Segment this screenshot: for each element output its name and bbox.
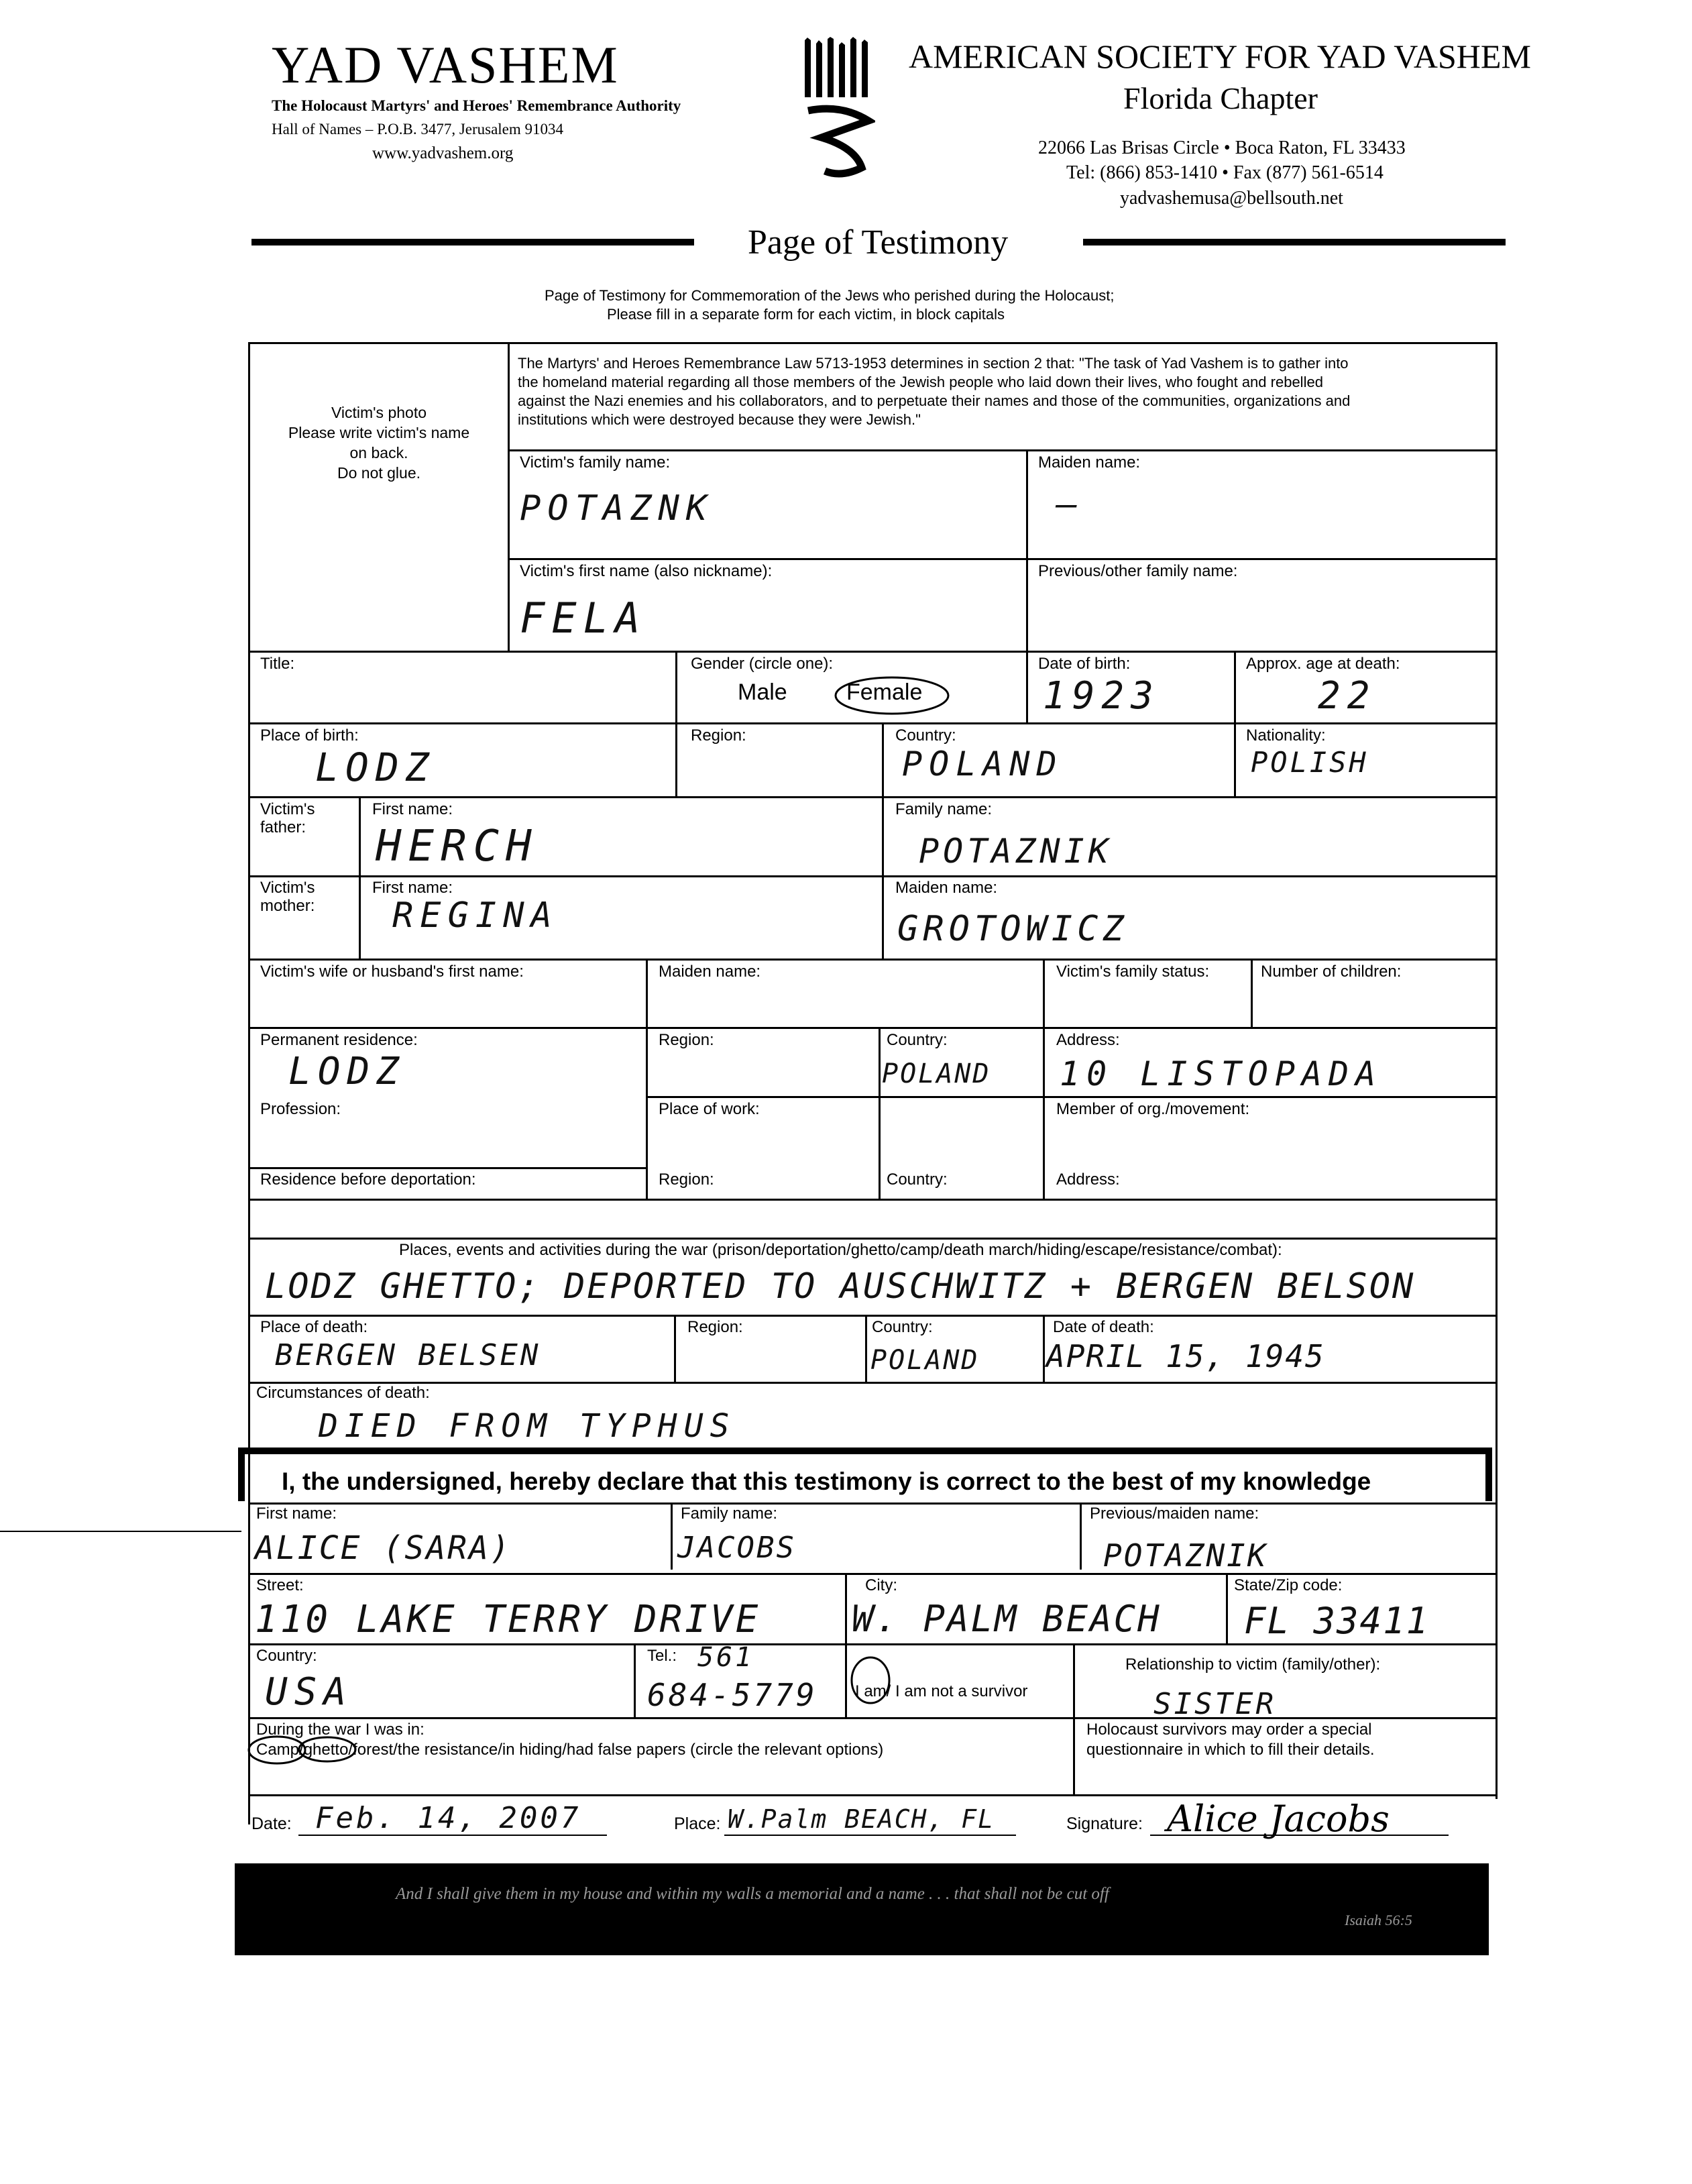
yad-vashem-website: www.yadvashem.org	[372, 144, 514, 162]
value-circumstances-of-death[interactable]: DIED FROM TYPHUS	[319, 1407, 736, 1445]
label-father-2: father:	[260, 818, 306, 836]
label-date: Date:	[251, 1814, 292, 1833]
label-spouse: Victim's wife or husband's first name:	[260, 963, 524, 981]
value-submitter-family-name[interactable]: JACOBS	[677, 1531, 796, 1565]
photo-line-3: on back.	[349, 444, 408, 461]
footer-quote: And I shall give them in my house and within my walls a memorial and a name . . . that shall not be cut off	[396, 1885, 1109, 1903]
value-father-first-name[interactable]: HERCH	[376, 822, 539, 871]
value-submitter-first-name[interactable]: ALICE (SARA)	[255, 1529, 512, 1567]
value-relationship[interactable]: SISTER	[1153, 1687, 1276, 1721]
label-nationality: Nationality:	[1246, 726, 1326, 745]
label-spouse-maiden: Maiden name:	[659, 963, 761, 981]
camp-ghetto-circle-mark	[247, 1732, 361, 1769]
label-mother-1: Victim's	[260, 879, 315, 897]
value-maiden-name[interactable]: —	[1056, 484, 1084, 525]
label-circumstances-of-death: Circumstances of death:	[256, 1384, 430, 1402]
yad-vashem-logo	[801, 37, 875, 178]
value-state-zip[interactable]: FL 33411	[1244, 1600, 1430, 1642]
american-society-title: AMERICAN SOCIETY FOR YAD VASHEM	[909, 38, 1531, 75]
american-society-address: 22066 Las Brisas Circle • Boca Raton, FL 33433	[1038, 138, 1406, 158]
value-place-of-birth[interactable]: LODZ	[315, 745, 436, 790]
value-residence-country[interactable]: POLAND	[882, 1058, 991, 1089]
label-deportation-address: Address:	[1056, 1170, 1120, 1189]
label-date-of-birth: Date of birth:	[1038, 655, 1131, 673]
value-nationality[interactable]: POLISH	[1251, 746, 1369, 779]
value-permanent-residence[interactable]: LODZ	[288, 1050, 406, 1093]
label-death-region: Region:	[687, 1318, 743, 1336]
intro-line-1: Page of Testimony for Commemoration of the Jews who perished during the Holocaust;	[545, 287, 1115, 304]
survivor-circle-mark	[846, 1653, 897, 1707]
place-underline	[724, 1835, 1016, 1836]
label-submitter-first-name: First name:	[256, 1505, 337, 1523]
value-place-of-death[interactable]: BERGEN BELSEN	[275, 1338, 541, 1372]
photo-box-text	[255, 402, 503, 483]
footer-citation: Isaiah 56:5	[1345, 1912, 1412, 1928]
label-street: Street:	[256, 1576, 304, 1594]
value-places-during-war[interactable]: LODZ GHETTO; DEPORTED TO AUSCHWITZ + BERGEN BELSON	[265, 1266, 1416, 1307]
value-mother-maiden-name[interactable]: GROTOWICZ	[897, 909, 1129, 949]
label-region-birth: Region:	[691, 726, 746, 745]
title-rule-left	[251, 239, 694, 245]
value-signature[interactable]: Alice Jacobs	[1167, 1798, 1390, 1840]
photo-line-4: Do not glue.	[337, 464, 421, 482]
law-line-4: institutions which were destroyed because they were Jewish."	[518, 411, 921, 428]
label-relationship: Relationship to victim (family/other):	[1125, 1655, 1381, 1674]
label-submitter-country: Country:	[256, 1647, 317, 1665]
law-line-2: the homeland material regarding all those members of the Jewish people who laid down their lives, who fought and rebelled	[518, 374, 1323, 390]
american-society-chapter: Florida Chapter	[1123, 81, 1318, 115]
title-rule-right	[1083, 239, 1506, 245]
value-telephone-number[interactable]: 684-5779	[647, 1677, 817, 1713]
declaration-text: I, the undersigned, hereby declare that this testimony is correct to the best of my knowledge	[282, 1468, 1371, 1495]
gender-circle-mark	[832, 674, 952, 718]
american-society-email: yadvashemusa@bellsouth.net	[1120, 188, 1343, 209]
value-death-country[interactable]: POLAND	[870, 1345, 980, 1376]
label-deportation-region: Region:	[659, 1170, 714, 1189]
label-date-of-death: Date of death:	[1053, 1318, 1154, 1336]
photo-line-1: Victim's photo	[331, 404, 427, 421]
yad-vashem-subtitle: The Holocaust Martyrs' and Heroes' Remembrance Authority	[272, 97, 681, 114]
value-father-family-name[interactable]: POTAZNIK	[919, 832, 1113, 871]
label-title: Title:	[260, 655, 295, 673]
value-first-name[interactable]: FELA	[520, 594, 647, 643]
label-father-family-name: Family name:	[895, 800, 993, 818]
gender-option-male[interactable]: Male	[738, 679, 787, 705]
value-date-of-birth[interactable]: 1923	[1043, 674, 1160, 718]
label-number-of-children: Number of children:	[1261, 963, 1402, 981]
during-war-options[interactable]: Camp/ghetto/forest/the resistance/in hiding/had false papers (circle the relevant options)	[256, 1741, 884, 1759]
value-telephone-area[interactable]: 561	[697, 1642, 754, 1673]
label-place-of-birth: Place of birth:	[260, 726, 359, 745]
value-residence-address[interactable]: 10 LISTOPADA	[1060, 1054, 1383, 1093]
label-state-zip: State/Zip code:	[1234, 1576, 1343, 1594]
label-residence-before-deportation: Residence before deportation:	[260, 1170, 476, 1189]
value-submitter-previous-name[interactable]: POTAZNIK	[1103, 1537, 1268, 1574]
value-city[interactable]: W. PALM BEACH	[852, 1598, 1162, 1640]
gender-option-female[interactable]: Female	[846, 679, 923, 705]
label-submitter-previous-name: Previous/maiden name:	[1090, 1505, 1259, 1523]
label-mother-first-name: First name:	[372, 879, 453, 897]
label-city: City:	[865, 1576, 897, 1594]
intro-line-2: Please fill in a separate form for each victim, in block capitals	[607, 306, 1005, 323]
form-title: Page of Testimony	[748, 223, 1009, 262]
label-first-name-nick: Victim's first name (also nickname):	[520, 562, 773, 580]
label-gender: Gender (circle one):	[691, 655, 834, 673]
yad-vashem-address: Hall of Names – P.O.B. 3477, Jerusalem 91034	[272, 121, 564, 138]
label-father-first-name: First name:	[372, 800, 453, 818]
label-signature: Signature:	[1066, 1814, 1143, 1833]
label-permanent-residence: Permanent residence:	[260, 1031, 418, 1049]
label-age-at-death: Approx. age at death:	[1246, 655, 1400, 673]
label-mother-2: mother:	[260, 897, 315, 915]
label-member-org: Member of org./movement:	[1056, 1100, 1250, 1118]
label-residence-address: Address:	[1056, 1031, 1120, 1049]
survivor-option[interactable]: I am/ I am not a survivor	[855, 1682, 1028, 1700]
label-during-war: During the war I was in:	[256, 1721, 425, 1739]
label-family-name: Victim's family name:	[520, 453, 671, 472]
label-place-of-death: Place of death:	[260, 1318, 368, 1336]
law-line-3: against the Nazi enemies and his collaborators, and to perpetuate their names and those of the communities, organizations and	[518, 392, 1351, 409]
label-places-during-war: Places, events and activities during the war (prison/deportation/ghetto/camp/death march/hiding/escape/resistance/combat):	[399, 1241, 1282, 1259]
value-submitter-country[interactable]: USA	[265, 1670, 353, 1714]
value-place[interactable]: W.Palm BEACH, FL	[728, 1804, 995, 1834]
value-street[interactable]: 110 LAKE TERRY DRIVE	[255, 1598, 761, 1641]
questionnaire-line-1: Holocaust survivors may order a special	[1086, 1721, 1372, 1739]
label-family-status: Victim's family status:	[1056, 963, 1210, 981]
law-text	[518, 354, 1350, 429]
label-place-of-work: Place of work:	[659, 1100, 760, 1118]
label-previous-family-name: Previous/other family name:	[1038, 562, 1238, 580]
label-submitter-family-name: Family name:	[681, 1505, 778, 1523]
label-residence-region: Region:	[659, 1031, 714, 1049]
label-country-birth: Country:	[895, 726, 956, 745]
yad-vashem-title: YAD VASHEM	[272, 36, 619, 94]
scan-mark-line	[0, 1531, 241, 1532]
label-telephone: Tel.:	[647, 1647, 677, 1665]
photo-line-2: Please write victim's name	[288, 424, 470, 441]
footer-band	[235, 1863, 1489, 1955]
value-age-at-death[interactable]: 22	[1318, 674, 1377, 718]
label-profession: Profession:	[260, 1100, 341, 1118]
label-maiden-name: Maiden name:	[1038, 453, 1141, 472]
label-residence-country: Country:	[887, 1031, 948, 1049]
value-date-of-death[interactable]: APRIL 15, 1945	[1046, 1338, 1325, 1374]
value-country-birth[interactable]: POLAND	[902, 745, 1064, 783]
american-society-phone: Tel: (866) 853-1410 • Fax (877) 561-6514	[1066, 162, 1384, 183]
law-line-1: The Martyrs' and Heroes Remembrance Law 5713-1953 determines in section 2 that: "The task of Yad Vashem is to gather into	[518, 355, 1349, 372]
value-family-name[interactable]: POTAZNK	[520, 488, 714, 529]
questionnaire-line-2: questionnaire in which to fill their details.	[1086, 1741, 1375, 1759]
label-place: Place:	[674, 1814, 721, 1833]
label-father-1: Victim's	[260, 800, 315, 818]
label-mother-maiden-name: Maiden name:	[895, 879, 998, 897]
label-death-country: Country:	[872, 1318, 933, 1336]
value-date[interactable]: Feb. 14, 2007	[315, 1801, 581, 1835]
label-deportation-country: Country:	[887, 1170, 948, 1189]
value-mother-first-name[interactable]: REGINA	[392, 895, 559, 936]
